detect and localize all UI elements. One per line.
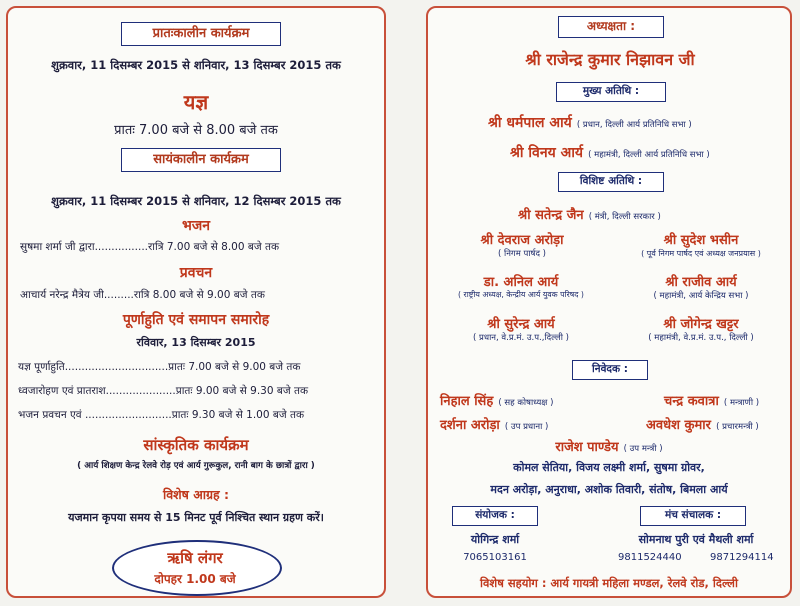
nivedak-4-role: ( प्रचारमन्त्री ) bbox=[716, 422, 759, 432]
evening-dates: शुक्रवार, 11 दिसम्बर 2015 से शनिवार, 12 दिसम्बर 2015 तक bbox=[51, 194, 341, 208]
nivedak-heading: निवेदक : bbox=[592, 363, 628, 375]
right-panel bbox=[426, 6, 792, 598]
nivedak-3-name: दर्शना अरोड़ा bbox=[440, 418, 500, 433]
special-guests-heading-box bbox=[558, 172, 664, 192]
chair-name: श्री राजेन्द्र कुमार निझावन जी bbox=[525, 50, 695, 69]
morning-heading-box bbox=[121, 22, 281, 46]
special-guest-2-role: ( पूर्व निगम पार्षद एवं अध्यक्ष जनप्रयास ) bbox=[641, 249, 761, 258]
manch-heading: मंच संचालक : bbox=[664, 509, 722, 521]
schedule-row-3: भजन प्रवचन एवं ..........................प्रातः 9.30 बजे से 1.00 बजे तक bbox=[18, 409, 305, 421]
special-guest-top-name: श्री सतेन्द्र जैन bbox=[518, 208, 584, 223]
langar-time: दोपहर 1.00 बजे bbox=[154, 572, 236, 586]
special-guest-5-role: ( प्रधान, वे.प्र.मं. उ.प.,दिल्ली ) bbox=[473, 333, 569, 343]
nivedak-3 bbox=[440, 414, 548, 433]
nivedak-3-role: ( उप प्रधाना ) bbox=[504, 422, 549, 432]
special-guest-1-role: ( निगम पार्षद ) bbox=[498, 249, 546, 259]
left-panel bbox=[6, 6, 386, 598]
special-guest-1 bbox=[442, 230, 602, 259]
members-line-2: मदन अरोड़ा, अनुराधा, अशोक तिवारी, संतोष, बिमला आर्य bbox=[490, 483, 728, 496]
yagya-title: यज्ञ bbox=[183, 90, 209, 114]
special-guest-4-name: श्री राजीव आर्य bbox=[665, 275, 737, 290]
nivedak-1 bbox=[440, 390, 553, 409]
chief-guest-1 bbox=[488, 112, 692, 132]
nivedak-5 bbox=[428, 436, 790, 455]
special-guest-3 bbox=[432, 272, 610, 300]
special-guest-3-role: ( राष्ट्रीय अध्यक्ष, केन्द्रीय आर्य युवक परिषद ) bbox=[458, 290, 584, 299]
yagya-time: प्रातः 7.00 बजे से 8.00 बजे तक bbox=[114, 123, 278, 138]
special-guest-4 bbox=[618, 272, 784, 301]
nivedak-heading-box bbox=[572, 360, 648, 380]
bhajan-title: भजन bbox=[182, 218, 210, 234]
special-support-line: विशेष सहयोग : आर्य गायत्री महिला मण्डल, रेलवे रोड, दिल्ली bbox=[480, 576, 738, 590]
chief-guest-2-name: श्री विनय आर्य bbox=[510, 145, 584, 161]
nivedak-2-name: चन्द्र कवात्रा bbox=[664, 394, 719, 409]
nivedak-5-name: राजेश पाण्डेय bbox=[555, 440, 619, 455]
nivedak-4 bbox=[646, 414, 759, 433]
special-guest-2-name: श्री सुदेश भसीन bbox=[663, 233, 739, 248]
sanyojak-heading: संयोजक : bbox=[475, 509, 515, 521]
special-request-heading: विशेष आग्रह : bbox=[162, 487, 230, 502]
chief-heading-box bbox=[556, 82, 666, 102]
special-guest-2 bbox=[618, 230, 784, 259]
evening-heading: सायंकालीन कार्यक्रम bbox=[153, 152, 249, 167]
special-guest-5 bbox=[436, 314, 606, 343]
nivedak-1-role: ( सह कोषाध्यक्ष ) bbox=[498, 398, 554, 408]
special-guest-top-role: ( मंत्री, दिल्ली सरकार ) bbox=[588, 212, 661, 222]
bhajan-line: सुषमा शर्मा जी द्वारा................रात्रि 7.00 बजे से 8.00 बजे तक bbox=[20, 241, 280, 253]
special-guest-1-name: श्री देवराज अरोड़ा bbox=[480, 233, 564, 248]
pravachan-line: आचार्य नरेन्द्र मैत्रेय जी.........रात्रि 8.00 बजे से 9.00 बजे तक bbox=[20, 289, 265, 301]
special-guest-6-name: श्री जोगेन्द्र खट्टर bbox=[663, 317, 739, 332]
sanyojak-heading-box bbox=[452, 506, 538, 526]
pravachan-title: प्रवचन bbox=[179, 265, 213, 281]
chief-guest-1-role: ( प्रधान, दिल्ली आर्य प्रतिनिधि सभा ) bbox=[576, 120, 692, 130]
special-guests-heading: विशिष्ट अतिथि : bbox=[579, 175, 643, 187]
nivedak-5-role: ( उप मन्त्री ) bbox=[623, 444, 663, 454]
special-guest-6-role: ( महामंत्री, वे.प्र.मं. उ.प., दिल्ली ) bbox=[648, 333, 754, 343]
chief-guest-2 bbox=[510, 142, 710, 162]
morning-heading: प्रातःकालीन कार्यक्रम bbox=[152, 26, 250, 41]
special-guest-4-role: ( महामंत्री, आर्य केन्द्रिय सभा ) bbox=[653, 291, 749, 301]
morning-dates: शुक्रवार, 11 दिसम्बर 2015 से शनिवार, 13 दिसम्बर 2015 तक bbox=[51, 58, 341, 72]
special-guest-5-name: श्री सुरेन्द्र आर्य bbox=[487, 317, 555, 332]
special-guest-top bbox=[518, 204, 661, 223]
purnahuti-date: रविवार, 13 दिसम्बर 2015 bbox=[136, 336, 256, 349]
members-line-1: कोमल सेतिया, विजय लक्ष्मी शर्मा, सुषमा ग्रोवर, bbox=[513, 461, 705, 474]
special-guest-3-name: डा. अनिल आर्य bbox=[483, 275, 559, 290]
nivedak-4-name: अवधेश कुमार bbox=[646, 418, 711, 433]
special-guest-6 bbox=[618, 314, 784, 343]
nivedak-2 bbox=[664, 390, 759, 409]
chief-heading: मुख्य अतिथि : bbox=[582, 85, 640, 97]
nivedak-2-role: ( मन्त्राणी ) bbox=[723, 398, 760, 408]
schedule-row-1: यज्ञ पूर्णाहुति...............................प्रातः 7.00 बजे से 9.00 बजे तक bbox=[18, 361, 301, 373]
purnahuti-title: पूर्णाहुति एवं समापन समारोह bbox=[122, 312, 270, 328]
chief-guest-2-role: ( महामंत्री, दिल्ली आर्य प्रतिनिधि सभा ) bbox=[588, 150, 710, 160]
manch-heading-box bbox=[640, 506, 746, 526]
sanyojak-name: योगिन्द्र शर्मा bbox=[470, 533, 520, 546]
chief-guest-1-name: श्री धर्मपाल आर्य bbox=[488, 115, 572, 131]
chair-heading-box bbox=[558, 16, 664, 38]
cultural-line: ( आर्य शिक्षण केन्द्र रेलवे रोड़ एवं आर्य गुरूकुल, रानी बाग के छात्रों द्वारा ) bbox=[77, 461, 315, 471]
schedule-row-2: ध्वजारोहण एवं प्रातराश.....................प्रातः 9.00 बजे से 9.30 बजे तक bbox=[18, 385, 309, 397]
evening-heading-box bbox=[121, 148, 281, 172]
manch-name: सोमनाथ पुरी एवं मैथली शर्मा bbox=[638, 533, 754, 546]
manch-phone-2: 9871294114 bbox=[710, 552, 774, 563]
sanyojak-phone: 7065103161 bbox=[463, 552, 527, 563]
special-request-line: यजमान कृपया समय से 15 मिनट पूर्व निश्चित स्थान ग्रहण करें। bbox=[68, 511, 324, 524]
nivedak-1-name: निहाल सिंह bbox=[440, 394, 494, 409]
cultural-title: सांस्कृतिक कार्यक्रम bbox=[143, 436, 249, 454]
chair-heading: अध्यक्षता : bbox=[586, 19, 636, 33]
manch-phone-1: 9811524440 bbox=[618, 552, 682, 563]
langar-title: ऋषि लंगर bbox=[167, 549, 223, 567]
